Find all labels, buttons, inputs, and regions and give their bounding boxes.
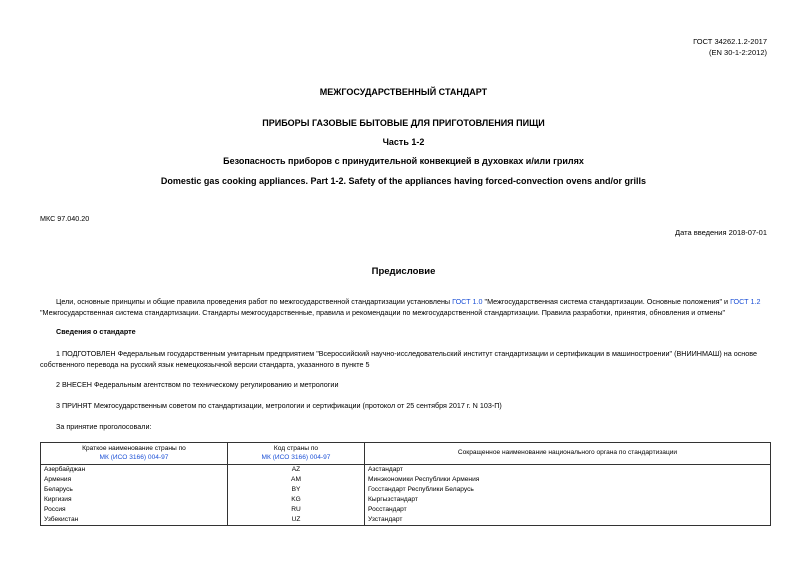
standard-code-line1: ГОСТ 34262.1.2-2017 (693, 37, 767, 46)
gost-1-0-link[interactable]: ГОСТ 1.0 (452, 297, 483, 306)
header-country-name: Краткое наименование страны по МК (ИСО 3166) 004-97 (41, 443, 228, 465)
country-code: BY (228, 485, 365, 495)
table-row (41, 475, 771, 485)
header-national-body: Сокращенное наименование национального органа по стандартизации (365, 443, 771, 465)
intro-date: Дата введения 2018-07-01 (675, 228, 767, 237)
standard-type: МЕЖГОСУДАРСТВЕННЫЙ СТАНДАРТ (319, 87, 488, 97)
table-header-row (41, 443, 771, 465)
document-part: Часть 1-2 (382, 137, 425, 147)
preface-paragraph-1 (40, 296, 770, 318)
country-name: Киргизия (41, 495, 228, 505)
national-body: Кыргызстандарт (365, 495, 771, 505)
national-body: Узстандарт (365, 515, 771, 526)
national-body: Азстандарт (365, 465, 771, 476)
item-2: 2 ВНЕСЕН Федеральным агентством по техническому регулированию и метрологии (56, 380, 339, 389)
gost-1-2-link[interactable]: ГОСТ 1.2 (730, 297, 761, 306)
country-code: UZ (228, 515, 365, 526)
table-row (41, 495, 771, 505)
country-name: Армения (41, 475, 228, 485)
country-code: RU (228, 505, 365, 515)
voted-label: За принятие проголосовали: (56, 422, 152, 431)
info-heading: Сведения о стандарте (56, 327, 136, 336)
national-body: Минэкономики Республики Армения (365, 475, 771, 485)
table-row (41, 485, 771, 495)
preface-text-a: Цели, основные принципы и общие правила проведения работ по межгосударственной стандартизации установлены (56, 297, 453, 306)
preface-heading: Предисловие (371, 266, 436, 277)
preface-text-b: "Межгосударственная система стандартизации. Основные положения" и (482, 297, 731, 306)
country-code: AZ (228, 465, 365, 476)
header-country-code-ref: МК (ИСО 3166) 004-97 (261, 453, 331, 461)
table-row (41, 515, 771, 526)
preface-text-c: "Межгосударственная система стандартизации. Стандарты межгосударственные, правила и рекомендации по межгосударственной стандартизации. Правила разработки, принятия, обновления и отмены" (40, 308, 726, 317)
subtitle-en: Domestic gas cooking appliances. Part 1-2. Safety of the appliances having forced-convection ovens and/or grills (160, 176, 647, 186)
country-name: Беларусь (41, 485, 228, 495)
country-name: Азербайджан (41, 465, 228, 476)
country-name: Россия (41, 505, 228, 515)
header-country-code: Код страны по МК (ИСО 3166) 004-97 (228, 443, 365, 465)
subtitle-ru: Безопасность приборов с принудительной конвекцией в духовках и/или грилях (223, 156, 584, 166)
table-row (41, 465, 771, 476)
item-3: 3 ПРИНЯТ Межгосударственным советом по стандартизации, метрологии и сертификации (протокол от 25 сентября 2017 г. N 103-П) (56, 401, 502, 410)
country-code: KG (228, 495, 365, 505)
country-code: AM (228, 475, 365, 485)
countries-table (40, 442, 771, 526)
header-country-name-ref: МК (ИСО 3166) 004-97 (99, 453, 169, 461)
national-body: Росстандарт (365, 505, 771, 515)
table-row (41, 505, 771, 515)
document-title: ПРИБОРЫ ГАЗОВЫЕ БЫТОВЫЕ ДЛЯ ПРИГОТОВЛЕНИЯ ПИЩИ (262, 118, 545, 128)
mks-code: МКС 97.040.20 (40, 214, 90, 223)
item-1: 1 ПОДГОТОВЛЕН Федеральным государственным унитарным предприятием "Всероссийский научно-исследовательский институт стандартизации и сертификации в машиностроении" (ВНИИНМАШ) на основе собственного перевода на русский язык немецкоязычной версии стандарта, указанного в пункте 5 (40, 349, 758, 369)
standard-code (693, 36, 767, 58)
standard-code-line2: (EN 30-1-2:2012) (709, 48, 767, 57)
national-body: Госстандарт Республики Беларусь (365, 485, 771, 495)
country-name: Узбекистан (41, 515, 228, 526)
